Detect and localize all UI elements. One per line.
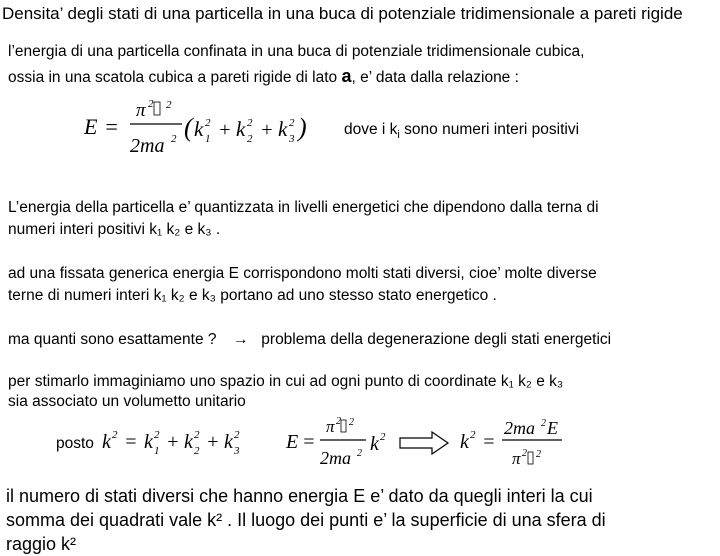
ksq-k1-sub: 1: [154, 445, 160, 457]
es-k: k: [370, 433, 379, 455]
formula-denominator: 2ma: [130, 135, 165, 157]
posto-label: posto: [56, 435, 94, 452]
quantized-line-2: numeri interi positivi k₁ k₂ e k₃ .: [8, 221, 221, 238]
k-squared-formula-svg: [102, 420, 272, 464]
ksq-k3-sub: 3: [234, 445, 240, 457]
formula-k2-sub: 2: [247, 133, 253, 145]
intro-line-1: l’energia di una particella confinata in una buca di potenziale tridimensionale cubica,: [8, 43, 585, 60]
ksq-k2: k: [184, 431, 193, 453]
ksq-equals: =: [124, 431, 138, 453]
es-hbar-exp: 2: [349, 417, 354, 428]
side-length-variable: a: [341, 66, 352, 86]
kss-pi-exp: 2: [522, 448, 527, 459]
formula-k2: k: [236, 117, 246, 141]
question-line: [8, 330, 611, 350]
formula-k2-exp: 2: [247, 117, 253, 129]
ksq-k3: k: [224, 431, 233, 453]
formula-k1-sub: 1: [205, 133, 211, 145]
es-equals: =: [302, 431, 316, 453]
es-k-exp: 2: [380, 431, 386, 443]
conclusion-line-1: il numero di stati diversi che hanno energia E e’ dato da quegli interi la cui: [6, 486, 593, 506]
energy-formula-short-svg: [286, 416, 396, 472]
ksq-plus-2: +: [206, 431, 220, 453]
intro-line-2: [8, 66, 519, 88]
ksq-k: k: [102, 431, 111, 453]
ksq-k2-sub: 2: [194, 445, 200, 457]
energy-formula: [84, 96, 344, 165]
question-rest: problema della degenerazione degli stati energetici: [261, 331, 612, 348]
formula-note-pre: dove i k: [344, 121, 398, 138]
fixed-energy-line-2: terne di numeri interi k₁ k₂ e k₃ portano ad uno stesso stato energetico .: [8, 287, 497, 304]
formula-k3-exp: 2: [289, 117, 295, 129]
kss-pi: π: [512, 449, 521, 468]
es-denominator-exp: 2: [357, 448, 362, 459]
ksq-k1-exp: 2: [154, 429, 160, 441]
formula-equals: =: [104, 114, 119, 139]
page-title: Densita’ degli stati di una particella in una buca di potenziale tridimensionale a pareti rigide: [2, 4, 683, 23]
intro-line-2-text: ossia in una scatola cubica a pareti rigide di lato: [8, 69, 342, 86]
kss-k: k: [460, 431, 469, 453]
fixed-energy-line-1: ad una fissata generica energia E corrispondono molti stati diversi, cioe’ molte diverse: [8, 265, 597, 282]
ksq-k1: k: [144, 431, 153, 453]
formula-paren-close: ): [298, 113, 307, 142]
formula-e: E: [84, 114, 98, 139]
formula-paren-open: (: [184, 113, 193, 142]
es-denominator: 2ma: [320, 448, 351, 468]
k-squared-formula: [102, 420, 272, 469]
estimate-line-2: sia associato un volumetto unitario: [8, 393, 246, 410]
ksq-k3-exp: 2: [234, 429, 240, 441]
ksq-k2-exp: 2: [194, 429, 200, 441]
formula-k1-exp: 2: [205, 117, 211, 129]
quantized-line-1: L’energia della particella e’ quantizzata in livelli energetici che dipendono dalla terna di: [8, 199, 599, 216]
kss-numerator-exp: 2: [541, 418, 546, 429]
formula-denominator-exp: 2: [171, 133, 177, 145]
es-e: E: [286, 431, 299, 453]
formula-k3-sub: 3: [289, 133, 295, 145]
formula-note-post: sono numeri interi positivi: [399, 121, 580, 138]
ksq-k-exp: 2: [112, 429, 118, 441]
hbar-placeholder-icon-2: [341, 420, 346, 432]
kss-numerator-e: E: [547, 418, 558, 438]
arrow-right-icon: →: [233, 331, 249, 348]
k-squared-solved-svg: [458, 416, 568, 472]
conclusion-line-2: somma dei quadrati vale k² . Il luogo dei punti e’ la superficie di una sfera di: [6, 510, 606, 530]
es-pi: π: [326, 417, 335, 436]
hbar-placeholder-icon-3: [528, 452, 533, 464]
formula-plus-1: +: [218, 119, 232, 141]
formula-hbar-exp: 2: [166, 99, 172, 111]
energy-formula-short: [286, 416, 396, 477]
formula-plus-2: +: [260, 119, 274, 141]
formula-k3: k: [278, 117, 288, 141]
energy-formula-svg: [84, 96, 344, 160]
formula-note: [344, 120, 579, 145]
kss-equals: =: [482, 431, 496, 453]
formula-pi: π: [136, 100, 146, 121]
conclusion-line-3: raggio k²: [6, 534, 77, 554]
block-arrow-shape: [400, 432, 448, 454]
implies-arrow-svg: [398, 430, 450, 456]
question-text: ma quanti sono esattamente ?: [8, 331, 217, 348]
k-squared-solved-formula: [458, 416, 568, 477]
formula-pi-exp: 2: [148, 98, 154, 110]
ksq-plus-1: +: [166, 431, 180, 453]
es-pi-exp: 2: [336, 416, 341, 427]
implies-arrow-icon: [398, 430, 450, 461]
intro-line-2-end: , e’ data dalla relazione :: [351, 69, 519, 86]
hbar-placeholder-icon: [154, 102, 160, 115]
formula-note-sub: i: [397, 129, 400, 142]
estimate-line-1: per stimarlo immaginiamo uno spazio in cui ad ogni punto di coordinate k₁ k₂ e k₃: [8, 373, 564, 390]
kss-k-exp: 2: [470, 429, 476, 441]
kss-hbar-exp: 2: [536, 449, 541, 460]
kss-numerator: 2ma: [504, 418, 535, 438]
formula-k1: k: [194, 117, 204, 141]
